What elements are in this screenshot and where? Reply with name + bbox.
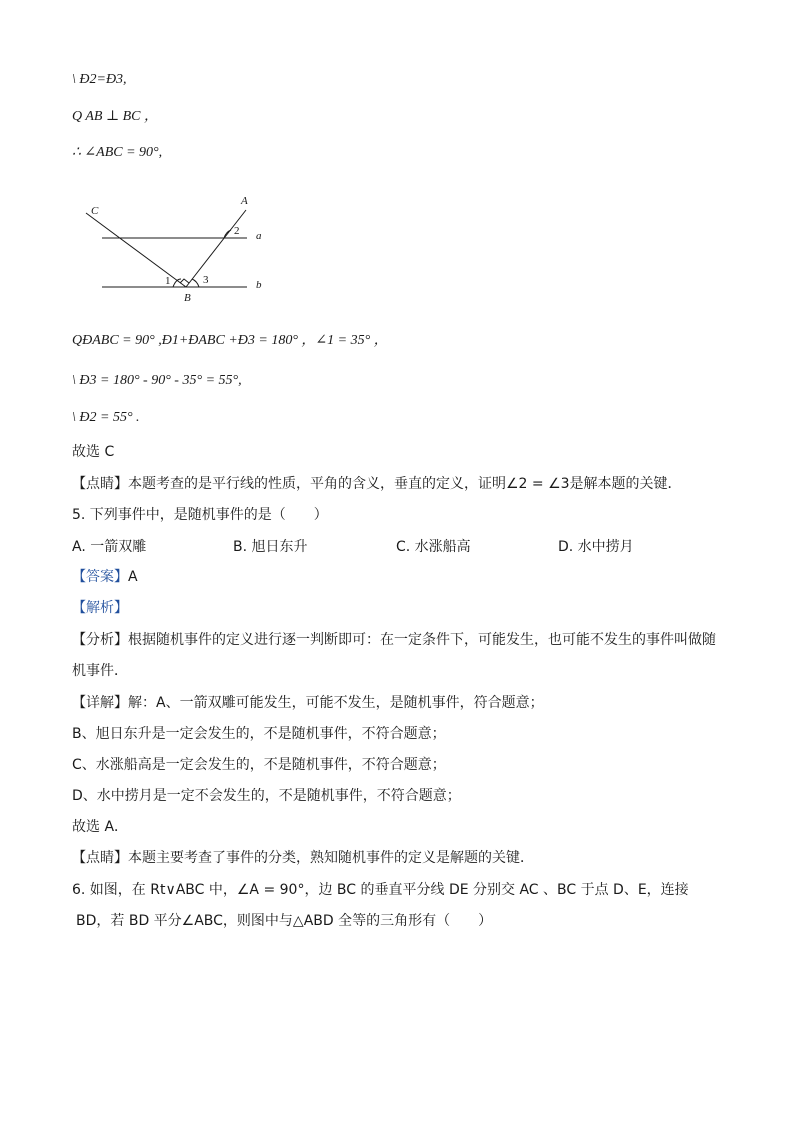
dianjing-2-tag: 【点睛】: [72, 850, 128, 866]
proof-line-3: ∴ ∠ABC = 90°,: [72, 145, 163, 160]
conclusion-a: 故选 A．: [72, 819, 129, 835]
jiexi-heading: [72, 598, 128, 618]
angle-3-arc: [192, 279, 199, 287]
conclusion-c: 故选 C: [72, 444, 115, 460]
explain-c: C、水涨船高是一定会发生的，不是随机事件，不符合题意；: [72, 757, 446, 773]
proof-line-2: Q AB ⊥ BC ，: [72, 109, 159, 124]
question-6-line-1: 6. 如图，在 Rt∨ABC 中，∠A = 90°，边 BC 的垂直平分线 DE 分别交 AC 、BC 于点 D、E，连接: [72, 882, 689, 898]
proof-line-5: \ Ð3 = 180° - 90° - 35° = 55°,: [72, 373, 242, 388]
answer-text: A: [128, 569, 138, 585]
label-point-c: C: [91, 205, 99, 217]
answer-tag: 【答案】: [72, 569, 128, 585]
question-5: 5. 下列事件中，是随机事件的是（ ）: [72, 507, 328, 523]
label-point-a: A: [241, 195, 248, 207]
dianjing-2-text: 本题主要考查了事件的分类，熟知随机事件的定义是解题的关键．: [128, 850, 534, 866]
fenxi-line-1: [72, 630, 716, 650]
label-line-b: b: [256, 279, 262, 291]
dianjing-1-text: 本题考查的是平行线的性质，平角的含义，垂直的定义，证明∠2 = ∠3是解本题的关键．: [128, 476, 682, 492]
xiangjie-tag: 【详解】: [72, 695, 128, 711]
option-d: D. 水中捞月: [558, 539, 634, 555]
dianjing-1-tag: 【点睛】: [72, 476, 128, 492]
question-6-line-2: BD，若 BD 平分∠ABC，则图中与△ABD 全等的三角形有（ ）: [76, 913, 493, 929]
answer: [72, 567, 138, 587]
explain-b: B、旭日东升是一定会发生的，不是随机事件，不符合题意；: [72, 726, 446, 742]
segment-ba: [186, 210, 246, 287]
label-angle-1: 1: [165, 275, 171, 287]
explain-d: D、水中捞月是一定不会发生的，不是随机事件，不符合题意；: [72, 788, 461, 804]
right-angle-mark: [180, 279, 189, 283]
label-line-a: a: [256, 230, 262, 242]
dianjing-1: [72, 474, 682, 494]
fenxi-line-2: 机事件．: [72, 663, 128, 679]
label-point-b: B: [184, 292, 191, 304]
option-c: C. 水涨船高: [396, 539, 471, 555]
label-angle-3: 3: [203, 274, 209, 286]
fenxi-tag: 【分析】: [72, 632, 128, 648]
xiangjie-line: [72, 693, 544, 713]
jiexi-tag: 【解析】: [72, 600, 128, 616]
option-b: B. 旭日东升: [233, 539, 308, 555]
proof-line-1: \ Ð2=Ð3,: [72, 72, 127, 87]
fenxi-text-1: 根据随机事件的定义进行逐一判断即可：在一定条件下，可能发生，也可能不发生的事件叫做随: [128, 632, 716, 648]
proof-line-6: \ Ð2 = 55° .: [72, 410, 140, 425]
option-a: A. 一箭双雕: [72, 539, 147, 555]
segment-cb: [86, 213, 186, 287]
label-angle-2: 2: [234, 225, 240, 237]
proof-line-4: QÐABC = 90° ,Ð1+ÐABC +Ð3 = 180° ，∠1 = 35° ，: [72, 333, 388, 348]
xiangjie-text: 解：A、一箭双雕可能发生，可能不发生，是随机事件，符合题意；: [128, 695, 544, 711]
dianjing-2: [72, 848, 534, 868]
